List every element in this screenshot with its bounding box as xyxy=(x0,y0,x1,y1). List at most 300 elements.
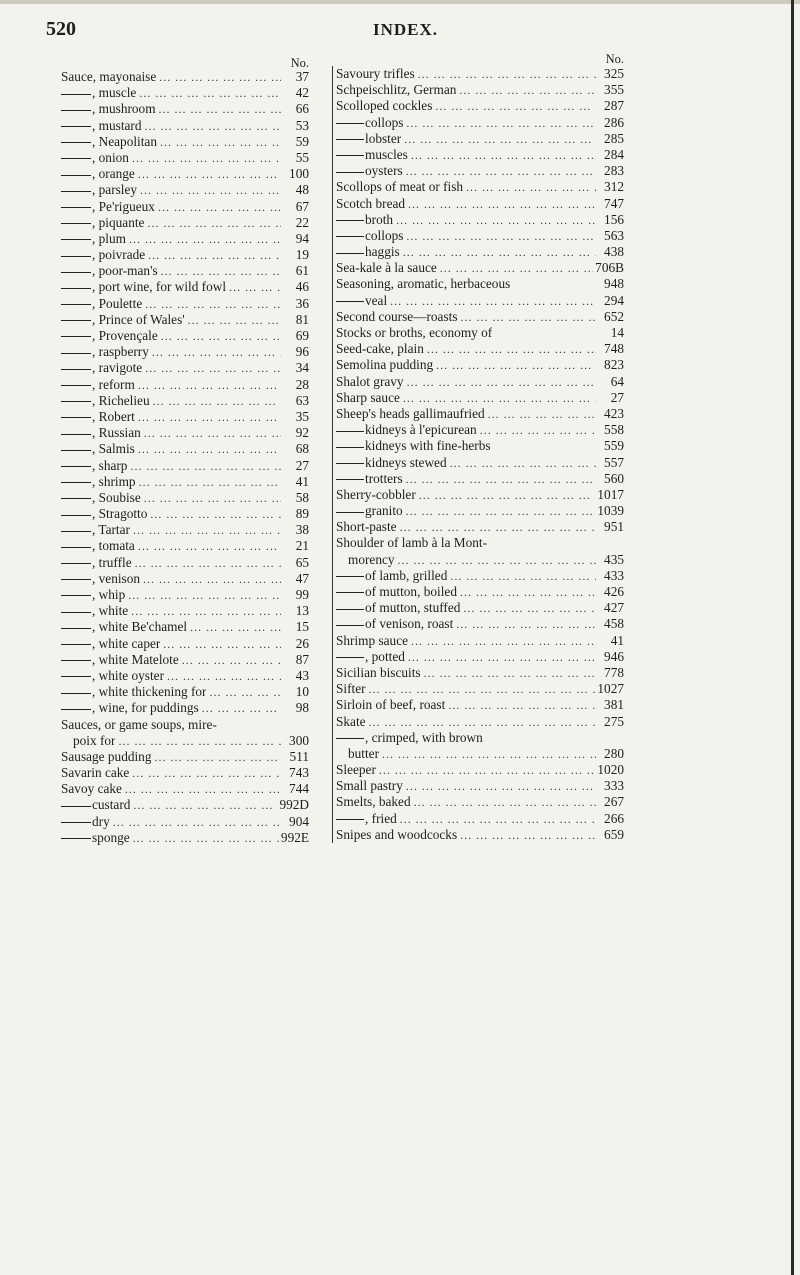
dot-leader xyxy=(403,503,596,519)
index-entry-text xyxy=(61,668,164,684)
ditto-dash xyxy=(61,401,91,402)
index-entry-text xyxy=(61,490,141,506)
dot-leader xyxy=(403,471,596,487)
index-entry-number: 275 xyxy=(604,713,624,729)
index-entry-label: Sauces, or game soups, mire- xyxy=(61,716,217,732)
index-entry-text xyxy=(61,166,135,182)
index-entry-number: 558 xyxy=(604,422,624,438)
ditto-dash xyxy=(61,579,91,580)
dot-leader xyxy=(395,552,596,568)
index-entry xyxy=(336,697,624,713)
index-entry xyxy=(61,490,309,506)
index-entry-text xyxy=(336,649,405,665)
index-entry-number: 659 xyxy=(604,826,624,842)
index-entry-text xyxy=(336,568,447,584)
index-entry-label: Seed-cake, plain xyxy=(336,341,424,357)
ditto-dash xyxy=(61,466,91,467)
index-entry-number: 22 xyxy=(295,214,309,230)
ditto-dash xyxy=(336,463,364,464)
dot-leader xyxy=(158,263,281,279)
index-entry-number: 47 xyxy=(295,570,309,586)
index-entry-number: 41 xyxy=(610,632,624,648)
index-entry xyxy=(336,260,624,276)
dot-leader xyxy=(142,118,282,134)
index-entry-text xyxy=(336,681,366,697)
index-entry-text xyxy=(336,600,460,616)
index-entry-label: lobster xyxy=(365,130,402,146)
dot-leader xyxy=(424,341,596,357)
index-entry xyxy=(61,749,309,765)
index-entry-number: 560 xyxy=(604,470,624,486)
dot-leader xyxy=(155,199,281,215)
index-entry-text xyxy=(61,263,158,279)
index-entry xyxy=(61,603,309,619)
ditto-dash xyxy=(336,609,364,610)
dot-leader xyxy=(403,228,596,244)
index-entry-label: , Robert xyxy=(92,408,135,424)
index-entry-number: 34 xyxy=(295,360,309,376)
dot-leader xyxy=(453,616,596,632)
dot-leader xyxy=(199,700,281,716)
index-entry-number: 156 xyxy=(604,211,624,227)
index-entries-right xyxy=(336,66,624,843)
index-entry-label: collops xyxy=(365,227,404,243)
index-entry-text xyxy=(336,131,401,147)
index-entries-left xyxy=(61,69,309,846)
index-entry xyxy=(336,147,624,163)
dot-leader xyxy=(485,406,596,422)
index-entry xyxy=(336,794,624,810)
index-entry-number: 81 xyxy=(295,311,309,327)
ditto-dash xyxy=(61,450,91,451)
index-entry-label: Schpeischlitz, German xyxy=(336,82,457,98)
index-entry-number: 280 xyxy=(604,745,624,761)
index-entry-number: 59 xyxy=(295,133,309,149)
dot-leader xyxy=(405,196,596,212)
index-entry-number: 1017 xyxy=(597,486,624,502)
index-entry-label: Sheep's heads gallimaufried xyxy=(336,405,485,421)
dot-leader xyxy=(463,179,596,195)
index-entry xyxy=(336,212,624,228)
ditto-dash xyxy=(336,479,364,480)
index-entry xyxy=(61,717,309,733)
index-entry xyxy=(336,633,624,649)
dot-leader xyxy=(127,458,281,474)
index-entry-text xyxy=(336,633,408,649)
index-entry-text xyxy=(61,328,158,344)
index-entry-number: 96 xyxy=(295,344,309,360)
ditto-dash xyxy=(61,110,91,111)
index-entry-label: , reform xyxy=(92,376,135,392)
dot-leader xyxy=(379,746,596,762)
ditto-dash xyxy=(61,644,91,645)
dot-leader xyxy=(432,98,596,114)
ditto-dash xyxy=(61,288,91,289)
ditto-dash xyxy=(336,301,364,302)
index-entry-label: morency xyxy=(348,551,395,567)
index-entry-label: , wine, for puddings xyxy=(92,700,199,716)
index-entry-number: 294 xyxy=(604,292,624,308)
index-entry-number: 55 xyxy=(295,149,309,165)
index-entry-number: 438 xyxy=(604,244,624,260)
index-entry-text xyxy=(61,344,149,360)
dot-leader xyxy=(115,733,281,749)
index-entry-label: Sharp sauce xyxy=(336,389,400,405)
index-entry-label: , white thickening for xyxy=(92,684,207,700)
index-entry-text xyxy=(61,506,147,522)
index-entry-label: Scotch bread xyxy=(336,195,406,211)
ditto-dash xyxy=(61,806,91,807)
index-entry xyxy=(336,665,624,681)
index-entry-label: of lamb, grilled xyxy=(365,567,448,583)
index-entry-number: 458 xyxy=(604,616,624,632)
index-entry-text xyxy=(61,749,151,765)
index-entry-number: 325 xyxy=(604,66,624,81)
index-entry-number: 1027 xyxy=(597,681,624,697)
index-entry-label: , white oyster xyxy=(92,667,165,683)
index-entry-label: , piquante xyxy=(92,214,145,230)
index-entry-label: , parsley xyxy=(92,182,138,198)
index-entry-text xyxy=(61,118,142,134)
index-entry-number: 706B xyxy=(595,260,624,276)
ditto-dash xyxy=(61,353,91,354)
index-entry-text xyxy=(336,616,453,632)
page-binding-edge xyxy=(791,0,794,1275)
index-entry xyxy=(336,778,624,794)
index-entry-text xyxy=(61,458,127,474)
index-entry-text xyxy=(336,584,457,600)
index-entry xyxy=(61,377,309,393)
index-entry-number: 951 xyxy=(604,519,624,535)
dot-leader xyxy=(457,584,596,600)
index-entry-label: Shoulder of lamb à la Mont- xyxy=(336,535,488,551)
index-entry-label: , Poulette xyxy=(92,295,143,311)
ditto-dash xyxy=(336,253,364,254)
index-entry-label: , Stragotto xyxy=(92,506,148,522)
dot-leader xyxy=(400,244,596,260)
dot-leader xyxy=(458,309,597,325)
index-entry-label: , crimped, with brown xyxy=(365,729,483,745)
index-entry-text xyxy=(336,746,379,762)
dot-leader xyxy=(142,360,281,376)
index-entry-text xyxy=(61,830,130,846)
ditto-dash xyxy=(61,256,91,257)
index-entry xyxy=(61,700,309,716)
index-entry-label: Scollops of meat or fish xyxy=(336,179,464,195)
index-entry-text xyxy=(336,244,400,260)
index-entry-number: 26 xyxy=(295,635,309,651)
index-entry xyxy=(61,684,309,700)
index-entry-label: , plum xyxy=(92,230,126,246)
dot-leader xyxy=(401,131,596,147)
index-entry-text xyxy=(61,781,122,797)
index-entry-label: , Salmis xyxy=(92,441,135,457)
index-entry-number: 563 xyxy=(604,227,624,243)
index-entry xyxy=(61,781,309,797)
index-entry-label: , whip xyxy=(92,587,126,602)
index-entry xyxy=(61,85,309,101)
index-entry xyxy=(336,357,624,373)
index-entry xyxy=(336,390,624,406)
index-entry xyxy=(336,374,624,390)
ditto-dash xyxy=(61,320,91,321)
ditto-dash xyxy=(61,547,91,548)
index-entry-text xyxy=(336,276,510,292)
dot-leader xyxy=(437,260,593,276)
index-entry-text xyxy=(61,409,135,425)
index-entry-number: 743 xyxy=(289,765,309,781)
index-entry-label: Semolina pudding xyxy=(336,357,434,373)
index-entry-label: dry xyxy=(92,813,110,829)
dot-leader xyxy=(397,519,596,535)
dot-leader xyxy=(142,296,281,312)
index-entry xyxy=(61,344,309,360)
index-entry xyxy=(61,215,309,231)
ditto-dash xyxy=(61,531,91,532)
index-entry-label: , tomata xyxy=(92,538,135,554)
index-entry-number: 557 xyxy=(604,454,624,470)
index-entry-number: 267 xyxy=(604,794,624,810)
index-entry-number: 300 xyxy=(289,732,309,748)
index-entry-number: 37 xyxy=(295,69,309,84)
index-entry-text xyxy=(61,603,128,619)
dot-leader xyxy=(136,474,281,490)
index-entry xyxy=(336,179,624,195)
index-entry-text xyxy=(61,474,136,490)
dot-leader xyxy=(408,147,596,163)
ditto-dash xyxy=(336,576,364,577)
index-entry-text xyxy=(336,827,457,843)
index-entry xyxy=(336,276,624,292)
index-entry xyxy=(61,441,309,457)
index-entry-label: , mustard xyxy=(92,117,142,133)
index-entry-label: , Prince of Wales' xyxy=(92,311,185,327)
index-entry-label: , white xyxy=(92,603,129,619)
dot-leader xyxy=(179,652,281,668)
dot-leader xyxy=(416,487,596,503)
index-entry xyxy=(336,827,624,843)
index-entry-label: , white Be'chamel xyxy=(92,619,188,635)
column-header-number: No. xyxy=(290,56,309,70)
index-entry xyxy=(61,571,309,587)
index-entry-number: 99 xyxy=(295,587,309,602)
index-entry-text xyxy=(336,357,433,373)
index-entry-text xyxy=(336,455,447,471)
index-entry xyxy=(61,182,309,198)
index-entry-number: 946 xyxy=(604,648,624,664)
index-entry-text xyxy=(336,115,403,131)
index-entry xyxy=(61,425,309,441)
index-entry-number: 333 xyxy=(604,778,624,794)
column-header-number: No. xyxy=(605,52,624,66)
index-entry-text xyxy=(336,293,387,309)
index-entry-label: , Provençale xyxy=(92,328,158,343)
dot-leader xyxy=(129,765,281,781)
index-entry xyxy=(336,422,624,438)
index-entry-text xyxy=(61,425,141,441)
ditto-dash xyxy=(61,158,91,159)
index-entry xyxy=(336,649,624,665)
index-entry xyxy=(336,309,624,325)
ditto-dash xyxy=(61,563,91,564)
index-entry-text xyxy=(336,228,403,244)
index-entry xyxy=(336,746,624,762)
dot-leader xyxy=(460,600,596,616)
index-column-left xyxy=(61,57,309,846)
ditto-dash xyxy=(61,498,91,499)
index-entry-label: Stocks or broths, economy of xyxy=(336,325,493,340)
index-entry xyxy=(61,263,309,279)
index-entry-text xyxy=(61,279,226,295)
ditto-dash xyxy=(336,155,364,156)
index-entry-number: 823 xyxy=(604,357,624,373)
index-entry-text xyxy=(336,519,397,535)
index-entry-text xyxy=(336,98,432,114)
index-entry-label: Sauce, mayonaise xyxy=(61,69,157,84)
index-entry-number: 778 xyxy=(604,664,624,680)
index-entry xyxy=(61,733,309,749)
index-entry-number: 13 xyxy=(295,603,309,619)
index-entry-number: 36 xyxy=(295,295,309,311)
index-entry-number: 744 xyxy=(289,781,309,797)
index-entry xyxy=(61,636,309,652)
index-entry xyxy=(336,762,624,778)
index-entry-label: Sleeper xyxy=(336,762,376,778)
ditto-dash xyxy=(336,625,364,626)
index-entry xyxy=(336,487,624,503)
index-entry-label: , white caper xyxy=(92,635,161,651)
index-entry-text xyxy=(61,619,187,635)
dot-leader xyxy=(447,455,596,471)
index-entry-label: Seasoning, aromatic, herbaceous xyxy=(336,276,511,292)
index-entry xyxy=(336,503,624,519)
dot-leader xyxy=(421,665,596,681)
index-entry-number: 48 xyxy=(295,182,309,198)
index-entry-text xyxy=(61,700,199,716)
index-entry-text xyxy=(61,312,185,328)
index-entry-text xyxy=(61,587,125,603)
index-entry xyxy=(61,134,309,150)
dot-leader xyxy=(110,814,281,830)
index-entry-text xyxy=(61,636,160,652)
index-entry-text xyxy=(61,247,145,263)
index-entry xyxy=(61,619,309,635)
dot-leader xyxy=(122,781,281,797)
index-entry-number: 381 xyxy=(604,697,624,713)
dot-leader xyxy=(457,827,596,843)
index-entry-number: 35 xyxy=(295,408,309,424)
index-entry-number: 69 xyxy=(295,328,309,343)
dot-leader xyxy=(415,66,596,82)
dot-leader xyxy=(135,441,281,457)
index-entry-text xyxy=(61,231,126,247)
index-entry-label: , Soubise xyxy=(92,489,141,505)
index-entry xyxy=(336,98,624,114)
index-entry-text xyxy=(61,733,115,749)
index-entry-number: 286 xyxy=(604,114,624,130)
index-entry-text xyxy=(61,134,157,150)
index-entry xyxy=(61,328,309,344)
ditto-dash xyxy=(61,126,91,127)
index-entry-number: 27 xyxy=(295,457,309,473)
index-entry-text xyxy=(336,665,421,681)
index-entry xyxy=(61,247,309,263)
index-entry xyxy=(61,555,309,571)
index-entry-number: 287 xyxy=(604,98,624,114)
index-entry-text xyxy=(336,778,403,794)
index-entry-number: 42 xyxy=(295,85,309,101)
index-entry-number: 511 xyxy=(289,748,309,764)
ditto-dash xyxy=(61,385,91,386)
index-column-right xyxy=(332,52,624,843)
index-entry-text xyxy=(336,341,424,357)
index-entry xyxy=(61,360,309,376)
index-entry-number: 87 xyxy=(295,651,309,667)
dot-leader xyxy=(403,115,596,131)
page-number: 520 xyxy=(46,18,76,40)
ditto-dash xyxy=(61,94,91,95)
index-entry-number: 27 xyxy=(610,389,624,405)
index-entry xyxy=(61,830,309,846)
ditto-dash xyxy=(61,239,91,240)
index-entry-number: 94 xyxy=(295,230,309,246)
index-entry-label: Sifter xyxy=(336,681,366,697)
index-entry-text xyxy=(336,503,403,519)
index-entry-number: 67 xyxy=(295,198,309,214)
index-entry-text xyxy=(61,360,142,376)
dot-leader xyxy=(403,778,596,794)
dot-leader xyxy=(156,101,281,117)
index-entry-number: 15 xyxy=(295,619,309,635)
index-entry-label: kidneys à l'epicurean xyxy=(365,422,477,438)
dot-leader xyxy=(156,69,281,85)
index-entry xyxy=(61,765,309,781)
index-entry-label: Savarin cake xyxy=(61,765,130,781)
index-entry-label: Savoy cake xyxy=(61,781,122,797)
index-entry-text xyxy=(61,441,135,457)
index-entry-text xyxy=(336,794,411,810)
index-entry xyxy=(336,163,624,179)
dot-leader xyxy=(366,681,596,697)
index-entry xyxy=(336,600,624,616)
index-entry-label: , fried xyxy=(365,810,397,826)
index-entry xyxy=(61,231,309,247)
index-entry-text xyxy=(336,196,405,212)
index-entry-number: 423 xyxy=(604,405,624,421)
index-entry xyxy=(336,325,624,341)
index-entry-text xyxy=(336,552,395,568)
index-entry xyxy=(336,471,624,487)
index-entry xyxy=(336,196,624,212)
index-entry-text xyxy=(336,260,437,276)
dot-leader xyxy=(187,619,281,635)
index-entry-label: muscles xyxy=(365,146,408,162)
index-entry xyxy=(61,652,309,668)
dot-leader xyxy=(445,697,596,713)
ditto-dash xyxy=(61,628,91,629)
dot-leader xyxy=(137,182,281,198)
index-entry xyxy=(61,166,309,182)
dot-leader xyxy=(135,538,281,554)
index-entry-label: , port wine, for wild fowl xyxy=(92,279,227,295)
index-entry-number: 559 xyxy=(604,438,624,454)
dot-leader xyxy=(400,390,596,406)
index-entry-text xyxy=(61,69,156,85)
index-entry-label: , muscle xyxy=(92,85,137,101)
index-entry-label: , truffle xyxy=(92,554,132,570)
index-entry xyxy=(336,341,624,357)
index-entry-number: 312 xyxy=(604,179,624,195)
